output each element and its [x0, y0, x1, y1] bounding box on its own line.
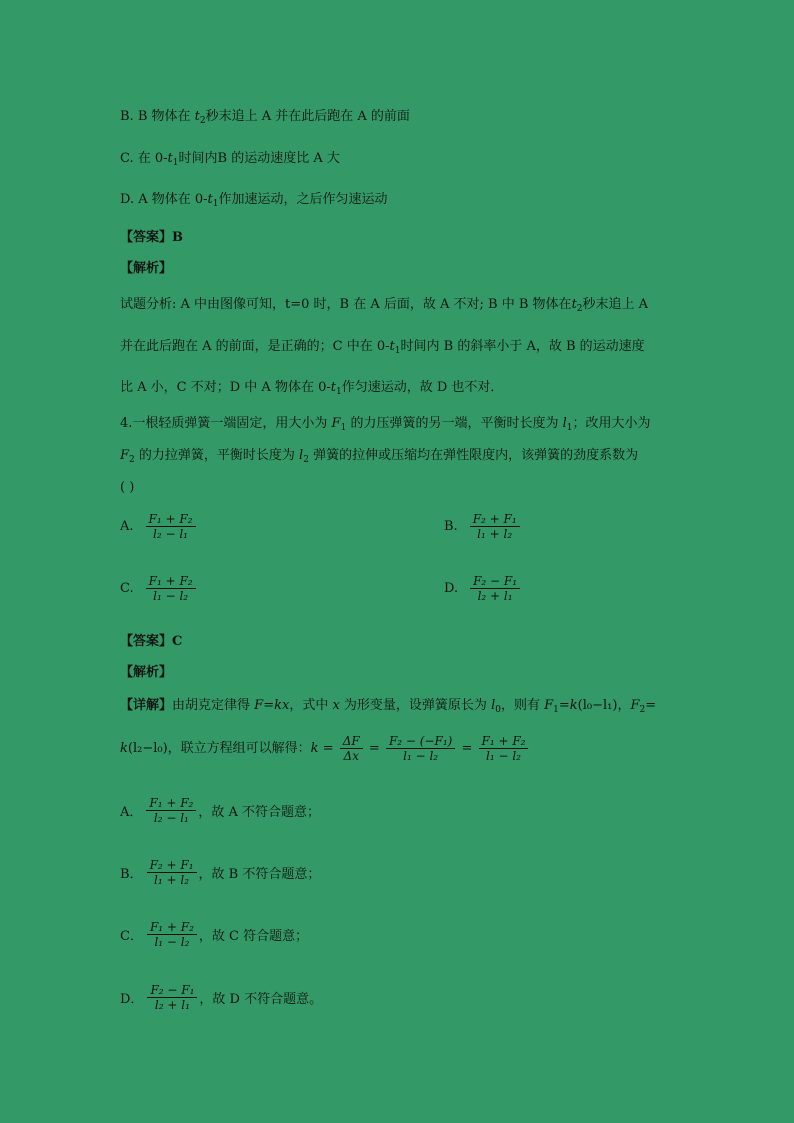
- q3-option-c-var: t: [167, 151, 173, 166]
- q4-eval-b-text: ，故 B 不符合题意；: [198, 867, 321, 882]
- q4-choice-c: [120, 574, 198, 603]
- q4-l2-var: F: [120, 448, 130, 463]
- q3-option-d-pre: D. A 物体在 0-: [120, 192, 208, 207]
- q4-analysis-label: 【解析】: [120, 665, 173, 680]
- q4-l1-sub: 1: [340, 423, 347, 433]
- q4-detail-eq1: F: [254, 698, 264, 713]
- q4-detail-f1: F: [544, 698, 554, 713]
- q4-eval-c-fraction: [147, 920, 197, 949]
- q4-choice-c-num: F₁ + F₂: [146, 574, 196, 589]
- q3-analysis-l3-var: t: [330, 380, 336, 395]
- q4-choice-c-label: C.: [120, 581, 134, 596]
- q4-choice-d-label: D.: [444, 581, 459, 596]
- q4-detail-line-1: [120, 697, 656, 715]
- q4-choice-d-fraction: [470, 574, 520, 603]
- q4-detail-frac-2-num: F₂ − (−F₁): [386, 734, 455, 749]
- q4-l1-var2: l: [562, 416, 567, 431]
- q4-detail-l0-sub: 0: [495, 705, 501, 715]
- q4-eval-b: [120, 858, 320, 887]
- q4-choice-d-num: F₂ − F₁: [470, 574, 520, 589]
- q4-choice-b-label: B.: [444, 519, 458, 534]
- q3-option-b-var: t: [194, 109, 200, 124]
- q3-analysis-l1-b: 秒末追上 A: [582, 297, 649, 312]
- q4-detail-f2: F: [630, 698, 640, 713]
- q4-eval-a-label: A．: [120, 805, 143, 820]
- q4-detail-frac-3-den: l₁ − l₂: [485, 749, 521, 763]
- q4-detail-k: k: [310, 741, 319, 756]
- q3-analysis-line-3: [120, 379, 503, 397]
- q4-eval-a-fraction: [146, 796, 196, 825]
- q4-eval-d-num: F₂ − F₁: [147, 983, 197, 998]
- q4-eval-c-text: ，故 C 符合题意；: [198, 929, 309, 944]
- q4-choice-c-den: l₁ − l₂: [153, 589, 189, 603]
- q3-analysis-l3-a: 比 A 小，C 不对；D 中 A 物体在 0-: [120, 380, 331, 395]
- q4-eval-d-label: D．: [120, 992, 144, 1007]
- q4-detail-frac-2: [386, 734, 455, 763]
- q3-analysis-l1-sub: 2: [576, 304, 583, 314]
- q4-l1-var: F: [331, 416, 341, 431]
- q4-l2-var2: l: [299, 448, 304, 463]
- q4-stem-line-1: [120, 415, 651, 433]
- q4-detail-tag: 【详解】: [120, 698, 173, 713]
- q4-eval-a-num: F₁ + F₂: [146, 796, 196, 811]
- q4-detail-frac-2-den: l₁ − l₂: [403, 749, 439, 763]
- q4-choice-b-num: F₂ + F₁: [470, 512, 520, 527]
- q4-choice-a: [120, 512, 198, 541]
- q4-detail-line-2: [120, 732, 530, 766]
- q3-option-b-post: 秒末追上 A 并在此后跑在 A 的前面: [205, 109, 410, 124]
- q4-choice-a-num: F₁ + F₂: [146, 512, 196, 527]
- q3-analysis-l2-b: 时间内 B 的斜率小于 A，故 B 的运动速度: [400, 339, 645, 354]
- q4-eval-d-fraction: [147, 983, 197, 1012]
- q3-analysis-l3-sub: 1: [335, 387, 342, 397]
- q3-option-d-var: t: [207, 192, 213, 207]
- q4-stem-line-2: [120, 447, 638, 465]
- q3-analysis-l2-var: t: [389, 339, 395, 354]
- q4-eval-c-label: C．: [120, 929, 143, 944]
- q4-detail-frac-1-num: ΔF: [340, 734, 363, 749]
- q4-choice-d: [444, 574, 522, 603]
- q4-eval-b-label: B．: [120, 867, 143, 882]
- q4-detail-frac-3-num: F₁ + F₂: [479, 734, 529, 749]
- q4-l1-c: ；改用大小为: [572, 416, 651, 431]
- q4-eval-b-den: l₁ + l₂: [154, 873, 190, 887]
- q4-detail-l1-a: 由胡克定律得: [172, 698, 255, 713]
- q4-l1-sub2: 1: [566, 423, 573, 433]
- q4-detail-f1-eq: =: [558, 698, 570, 713]
- q4-detail-l0: l: [491, 698, 496, 713]
- q4-eval-a-den: l₂ − l₁: [153, 811, 189, 825]
- q4-detail-l1-c: 为形变量，设弹簧原长为: [339, 698, 492, 713]
- q4-l2-b: 弹簧的拉伸或压缩均在弹性限度内，该弹簧的劲度系数为: [308, 448, 639, 463]
- q4-choice-d-den: l₂ + l₁: [477, 589, 513, 603]
- q4-choice-b-den: l₁ + l₂: [477, 527, 513, 541]
- q3-answer: 【答案】B: [120, 230, 183, 245]
- q3-analysis-l3-b: 作匀速运动，故 D 也不对．: [341, 380, 504, 395]
- q4-eval-d: [120, 983, 322, 1012]
- q3-analysis-l2-a: 并在此后跑在 A 的前面，是正确的；C 中在 0-: [120, 339, 390, 354]
- q3-option-c-post: 时间内B 的运动速度比 A 大: [178, 151, 340, 166]
- q3-option-b-pre: B. B 物体在: [120, 109, 195, 124]
- q4-choice-a-label: A.: [120, 519, 134, 534]
- q4-choice-a-den: l₂ − l₁: [153, 527, 188, 541]
- q4-eval-b-fraction: [147, 858, 197, 887]
- q3-option-b: [120, 108, 410, 126]
- q4-eval-c: [120, 920, 308, 949]
- q3-analysis-l1-a: 试题分析: A 中由图像可知，t=0 时，B 在 A 后面，故 A 不对; B 中 B 物体在: [120, 297, 572, 312]
- q4-detail-frac-3: [479, 734, 529, 763]
- q4-l1-a: 4.一根轻质弹簧一端固定，用大小为: [120, 416, 332, 431]
- q4-eval-c-num: F₁ + F₂: [147, 920, 197, 935]
- q4-choice-b-fraction: [470, 512, 520, 541]
- q4-stem-line-3: ( ): [120, 480, 135, 495]
- q4-l1-b: 的力压弹簧的另一端，平衡时长度为: [346, 416, 563, 431]
- q4-choice-a-fraction: [146, 512, 196, 541]
- q4-detail-f2-eq: =: [645, 698, 657, 713]
- q4-detail-f1-sub: 1: [553, 705, 559, 715]
- q3-analysis-line-1: [120, 296, 648, 314]
- q4-l2-a: 的力拉弹簧，平衡时长度为: [134, 448, 300, 463]
- q4-detail-f1-rest: (l₀−l₁)，: [577, 698, 631, 713]
- q4-detail-eq1c: kx: [274, 698, 290, 713]
- q4-detail-l1-d: ，则有: [500, 698, 545, 713]
- q4-eval-a-text: ，故 A 不符合题意；: [198, 805, 321, 820]
- q4-eval-c-den: l₁ − l₂: [154, 935, 190, 949]
- q3-option-c-pre: C. 在 0-: [120, 151, 168, 166]
- q3-option-d-sub: 1: [212, 199, 219, 209]
- q3-option-b-sub: 2: [199, 116, 206, 126]
- q4-l2-sub2: 2: [303, 455, 309, 465]
- q4-l2-sub: 2: [129, 455, 135, 465]
- q4-eval-a: [120, 796, 320, 825]
- q4-choice-c-fraction: [146, 574, 196, 603]
- q3-option-d-post: 作加速运动，之后作匀速运动: [218, 192, 388, 207]
- q4-detail-eq1b: =: [263, 698, 275, 713]
- q3-option-c-sub: 1: [172, 158, 179, 168]
- q3-option-c: [120, 150, 340, 168]
- q4-eval-d-den: l₂ + l₁: [154, 998, 190, 1012]
- q4-detail-l2-a: (l₂−l₀)，联立方程组可以解得：: [127, 741, 311, 756]
- q4-eval-b-num: F₂ + F₁: [147, 858, 197, 873]
- q4-choice-b: [444, 512, 522, 541]
- q4-eval-d-text: ，故 D 不符合题意。: [199, 992, 323, 1007]
- q3-analysis-l2-sub: 1: [394, 346, 401, 356]
- q4-detail-l1-b: ，式中: [289, 698, 333, 713]
- q3-analysis-line-2: [120, 338, 645, 356]
- q4-detail-f2-sub: 2: [639, 705, 646, 715]
- q4-detail-eq-sign-2: =: [368, 741, 380, 756]
- q4-detail-l2-k: k: [120, 741, 128, 756]
- q3-analysis-l1-var: t: [571, 297, 577, 312]
- q4-detail-eq-sign-1: =: [322, 741, 334, 756]
- q4-detail-eq-sign-3: =: [461, 741, 473, 756]
- q4-detail-f1-k: k: [569, 698, 578, 713]
- q4-detail-frac-1: [340, 734, 363, 763]
- q3-option-d: [120, 191, 388, 209]
- q4-answer: 【答案】C: [120, 634, 183, 649]
- q4-detail-frac-1-den: Δx: [343, 749, 359, 763]
- q4-detail-x: x: [332, 698, 340, 713]
- q3-analysis-label: 【解析】: [120, 261, 173, 276]
